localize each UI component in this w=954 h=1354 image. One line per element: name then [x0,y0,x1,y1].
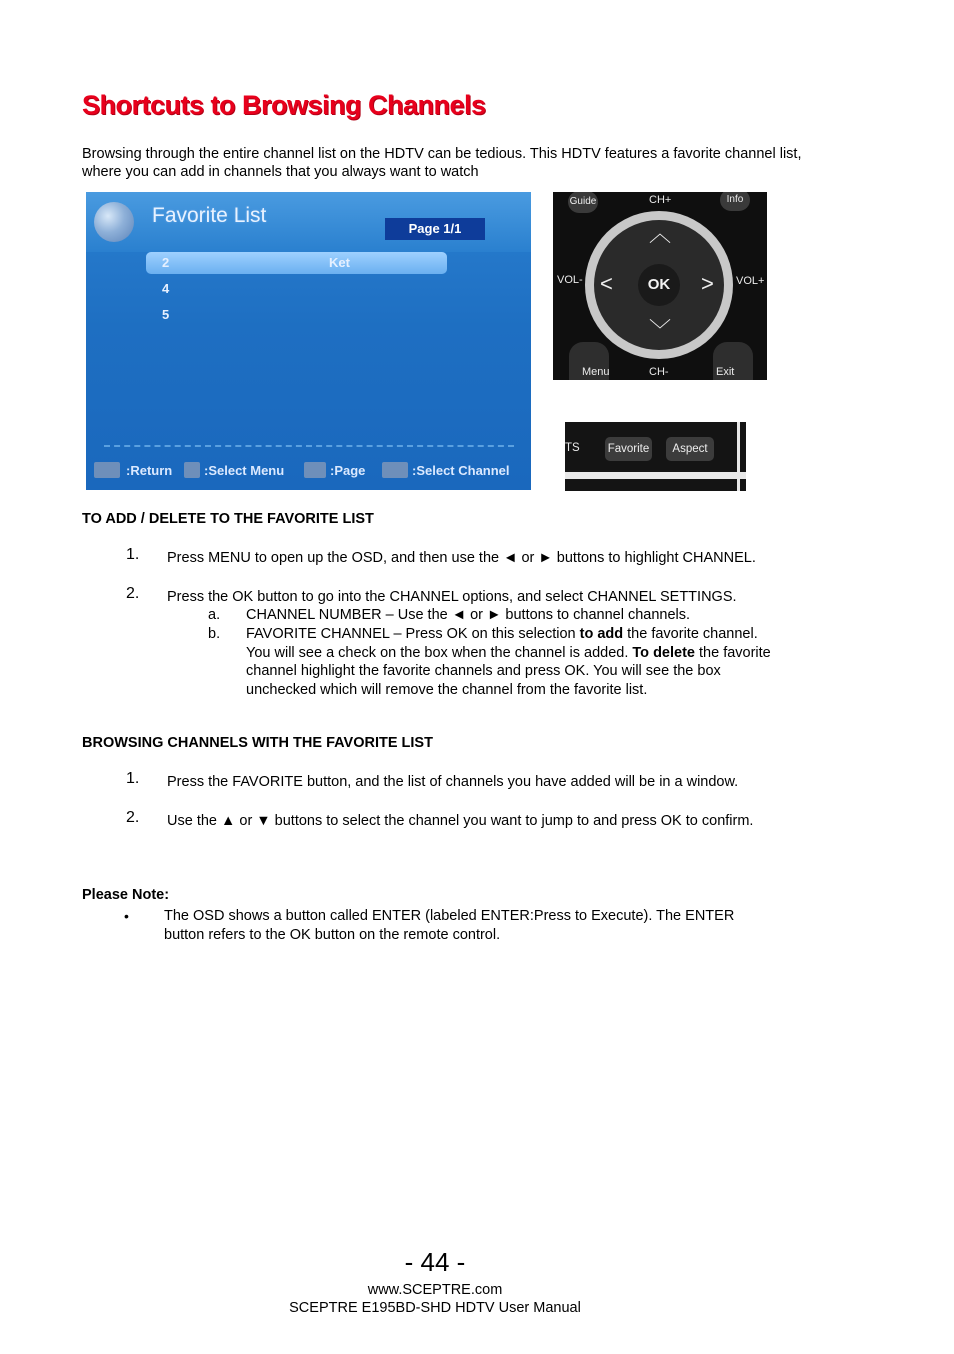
guide-button: Guide [568,192,598,213]
info-button: Info [720,192,750,211]
ok-button: OK [638,264,680,306]
sub-list-letter: b. [208,626,221,642]
channel-number: 2 [162,255,170,270]
sub-list-item: a. CHANNEL NUMBER – Use the ◄ or ► buttons to channel channels. [208,607,691,623]
list-number: 2. [126,809,140,826]
ts-label: TS [565,442,580,454]
up-arrow-icon: ︿ [649,221,672,246]
channel-number: 4 [162,281,170,296]
osd-divider [104,445,514,447]
osd-list-item [146,252,447,274]
aspect-key: Aspect [666,437,714,461]
osd-title: Favorite List [152,204,267,227]
osd-favorite-list-screenshot [86,192,531,490]
strip-edge [737,422,740,491]
select-channel-key-icon [382,462,408,478]
ch-minus-label: CH- [649,366,669,378]
channel-number: 5 [162,307,170,322]
osd-footer-page: :Page [330,463,366,478]
list-item: 2. Press the OK button to go into the CHANNEL options, and select CHANNEL SETTINGS. [126,585,737,605]
channel-name: Ket [329,255,350,270]
remote-dpad-image [553,192,767,380]
note-bullet-item: • The OSD shows a button called ENTER (labeled ENTER:Press to Execute). The ENTER button refers to the OK button on the remote control. [124,908,735,943]
list-item: 2. Use the ▲ or ▼ buttons to select the channel you want to jump to and press OK to confirm. [126,809,754,829]
exit-label: Exit [716,366,735,378]
list-item: 1. Press the FAVORITE button, and the list of channels you have added will be in a window. [126,770,739,790]
note-heading: Please Note: [82,887,170,903]
page-title: Shortcuts to Browsing Channels [82,90,486,120]
favorite-key: Favorite [605,437,652,461]
sub-list-item: b. FAVORITE CHANNEL – Press OK on this selection to add the favorite channel. You will see a check on the box when the channel is added. To delete the favorite channel highlight the favorite channels and press OK. You will see the box unchecked which will remove the channel from the favorite list. [208,626,771,698]
return-key-icon [94,462,120,478]
list-number: 1. [126,770,140,787]
list-number: 1. [126,546,140,563]
osd-footer-select-channel: :Select Channel [412,463,510,478]
menu-label: Menu [582,366,610,378]
osd-footer-return: :Return [126,463,173,478]
vol-minus-label: VOL- [557,274,583,286]
vol-plus-label: VOL+ [736,275,765,287]
intro-paragraph: Browsing through the entire channel list on the HDTV can be tedious. This HDTV features a favorite channel list, where you can add in channels that you always want to watch [82,146,802,180]
footer-website: www.SCEPTRE.com [367,1282,503,1298]
osd-footer [94,460,526,482]
down-arrow-icon: ﹀ [649,318,672,343]
footer-manual-title: SCEPTRE E195BD-SHD HDTV User Manual [289,1300,581,1316]
globe-icon [94,202,134,242]
bullet-icon: • [124,908,129,924]
favorite-button-image [565,422,746,491]
left-arrow-icon: < [600,271,613,296]
section-heading-add-delete: TO ADD / DELETE TO THE FAVORITE LIST [82,511,374,527]
list-item: 1. Press MENU to open up the OSD, and then use the ◄ or ► buttons to highlight CHANNEL. [126,546,756,566]
page-number: - 44 - [404,1247,466,1277]
ch-plus-label: CH+ [649,194,672,206]
right-arrow-icon: > [701,271,714,296]
select-menu-key-icon [184,462,200,478]
list-number: 2. [126,585,140,602]
page-key-icon [304,462,326,478]
section-heading-browsing: BROWSING CHANNELS WITH THE FAVORITE LIST [82,735,433,751]
osd-page-label: Page 1/1 [385,218,485,240]
strip-divider [565,472,746,479]
sub-list-letter: a. [208,607,221,623]
osd-footer-select-menu: :Select Menu [204,463,285,478]
